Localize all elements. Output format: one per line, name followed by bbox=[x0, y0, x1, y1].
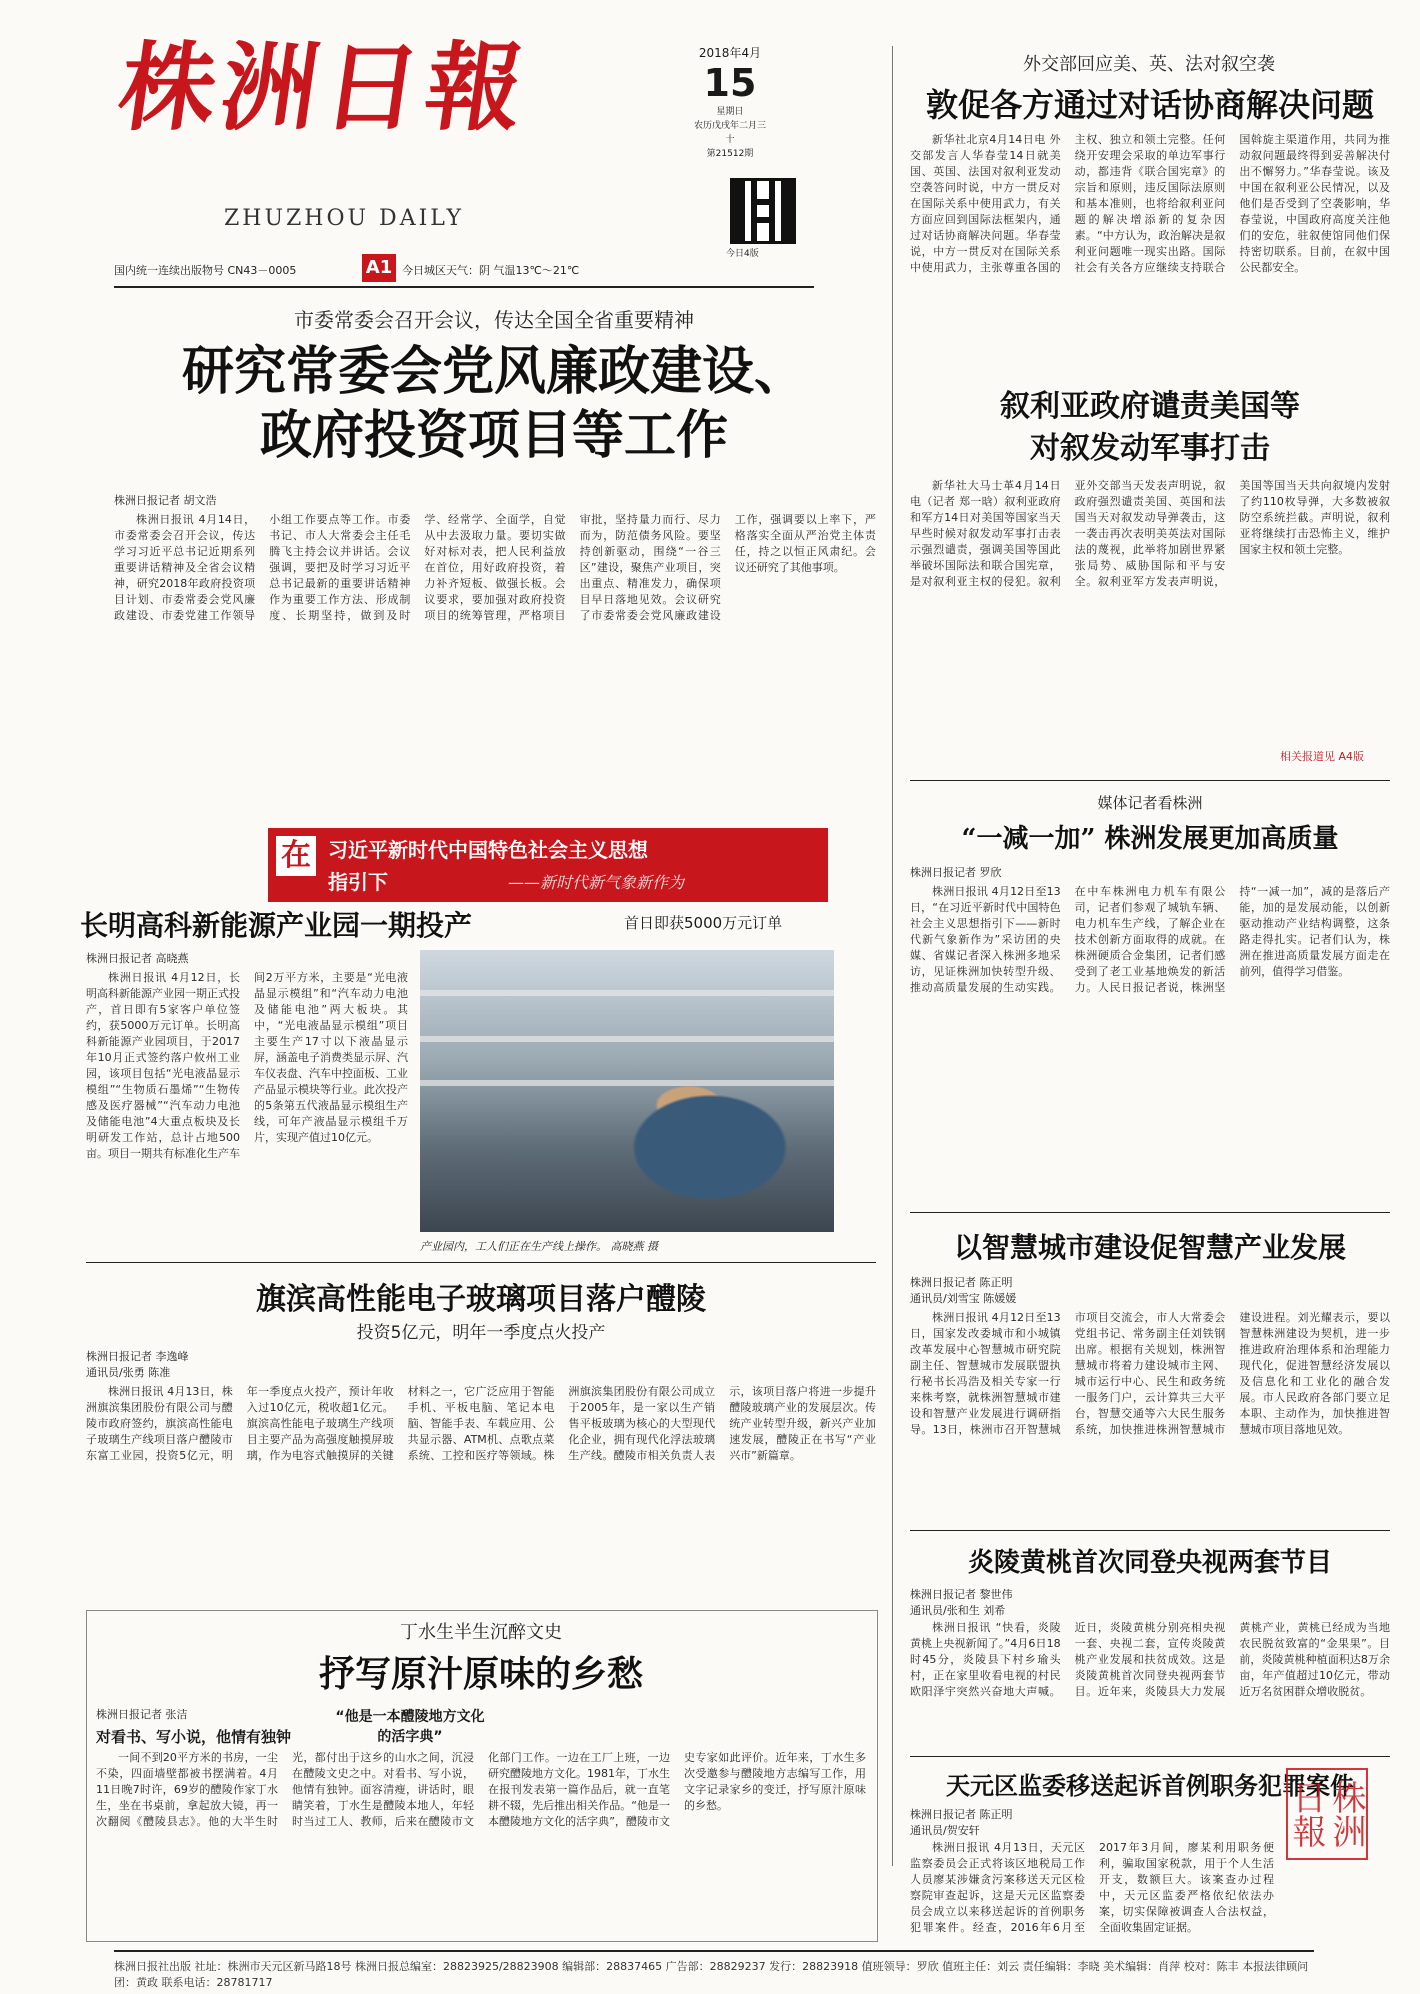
tianyuan-byline: 株洲日报记者 陈正明 bbox=[910, 1808, 1013, 1821]
lead-body bbox=[114, 512, 876, 814]
media-body-text: 株洲日报讯 4月12日至13日，“在习近平新时代中国特色社会主义思想指引下——新时代新气象新作为”采访团的央媒、省媒记者深入株洲多地采访，见证株洲加快转型升级、推动高质量发展的生动实践。在中车株洲电力机车有限公司，记者们参观了城轨车辆、电力机车生产线，了解企业在技术创新方面取得的成就。在株洲硬质合金集团，记者们感受到了老工业基地焕发的新活力。人民日报记者说，株洲坚持“一减一加”，减的是落后产能，加的是发展动能，以创新驱动推动产业结构调整，这条路走得扎实。记者们认为，株洲在推进高质量发展方面走在前列，值得学习借鉴。 bbox=[910, 885, 1390, 994]
date-lunar: 农历戊戌年二月三十 bbox=[693, 121, 766, 145]
tianyuan-headline: 天元区监委移送起诉首例职务犯罪案件 bbox=[946, 1771, 1354, 1800]
writer-kicker: 丁水生半生沉醉文史 bbox=[400, 1622, 562, 1643]
qr-caption: 今日4版 bbox=[726, 249, 759, 259]
lead-kicker: 市委常委会召开会议，传达全国全省重要精神 bbox=[294, 308, 694, 332]
writer-byline: 株洲日报记者 张洁 bbox=[96, 1708, 188, 1721]
weather-line: 今日城区天气：阴 气温13℃～21℃ bbox=[402, 264, 580, 277]
glass-byline2: 通讯员/张勇 陈准 bbox=[86, 1366, 171, 1379]
diplomacy-kicker: 外交部回应美、英、法对叙空袭 bbox=[1023, 54, 1275, 75]
changming-headline: 长明高科新能源产业园一期投产 bbox=[80, 909, 473, 942]
theme-banner bbox=[268, 828, 828, 902]
media-headline: “一减一加” 株洲发展更加高质量 bbox=[961, 824, 1339, 854]
date-weekday: 星期日 bbox=[716, 107, 744, 117]
syria-body bbox=[910, 478, 1390, 744]
lead-body-text: 株洲日报讯 4月14日，市委常委会召开会议，传达学习习近平总书记近期系列重要讲话精神及全省会议精神，研究2018年政府投资项目计划、市委常委会党风廉政建设、市委党建工作领导小组工作要点等工作。市委书记、市人大常委会主任毛腾飞主持会议并讲话。会议强调，要把及时学习习近平总书记最新的重要讲话精神作为重要工作方法、形成制度、长期坚持，做到及时学、经常学、全面学，自觉从中去汲取力量。要切实做好对标对表，把人民利益放在首位，用好政府投资，着力补齐短板、做强长板。会议要求，要加强对政府投资项目的统筹管理，严格项目审批，坚持量力而行、尽力而为，防范债务风险。要坚持创新驱动，围绕“一谷三区”建设，聚焦产业项目，突出重点、精准发力，确保项目早日落地见效。会议研究了市委常委会党风廉政建设工作，强调要以上率下，严格落实全面从严治党主体责任，持之以恒正风肃纪。会议还研究了其他事项。 bbox=[114, 513, 876, 622]
tianyuan-body bbox=[910, 1840, 1274, 1940]
glass-byline: 株洲日报记者 李逸峰 bbox=[86, 1350, 189, 1363]
banner-line2: 指引下 bbox=[328, 870, 388, 894]
date-issue: 第21512期 bbox=[706, 149, 754, 159]
photo-shelf bbox=[420, 1036, 834, 1042]
factory-photo bbox=[420, 950, 834, 1232]
photo-shelf bbox=[420, 990, 834, 996]
tianyuan-byline2: 通讯员/贺安轩 bbox=[910, 1824, 980, 1837]
lead-headline bbox=[114, 340, 874, 468]
peach-body bbox=[910, 1620, 1390, 1748]
lead-headline-line2: 政府投资项目等工作 bbox=[259, 405, 728, 466]
syria-headline bbox=[910, 386, 1390, 470]
diplomacy-body-text: 新华社北京4月14日电 外交部发言人华春莹14日就美国、英国、法国对叙利亚发动空袭答问时说，中方一贯反对在国际关系中使用武力，有关方面应回到国际法框架内，通过对话协商解决问题。华春莹说，中方一贯反对在国际关系中使用武力，主张尊重各国的主权、独立和领土完整。任何绕开安理会采取的单边军事行动，都违背《联合国宪章》的宗旨和原则，违反国际法原则和基本准则，也将给叙利亚问题的解决增添新的复杂因素。“中方认为，政治解决是叙利亚问题唯一现实出路。国际社会有关各方应继续支持联合国斡旋主渠道作用，共同为推动叙问题最终得到妥善解决付出不懈努力。”华春莹说。该及中国在叙利亚公民情况，以及他们是否受到了空袭影响，华春莹说，中国政府高度关注他们的安危，驻叙使馆同他们保持密切联系。目前，在叙中国公民都安全。 bbox=[910, 133, 1390, 274]
peach-byline2: 通讯员/张和生 刘希 bbox=[910, 1604, 1006, 1617]
peach-byline: 株洲日报记者 黎世伟 bbox=[910, 1588, 1013, 1601]
glass-headline: 旗滨高性能电子玻璃项目落户醴陵 bbox=[256, 1282, 706, 1317]
syria-related-link[interactable]: 相关报道见 A4版 bbox=[1280, 750, 1365, 763]
syria-headline-line1: 叙利亚政府谴责美国等 bbox=[1000, 389, 1300, 424]
glass-subhead: 投资5亿元，明年一季度点火投产 bbox=[356, 1323, 606, 1343]
lead-byline: 株洲日报记者 胡文浩 bbox=[114, 494, 217, 507]
smartcity-byline: 株洲日报记者 陈正明 bbox=[910, 1276, 1013, 1289]
banner-zai: 在 bbox=[276, 836, 316, 876]
syria-headline-line2: 对叙发动军事打击 bbox=[1030, 431, 1270, 466]
divider-tianyuan bbox=[910, 1756, 1390, 1757]
changming-body bbox=[86, 970, 408, 1242]
glass-body bbox=[86, 1384, 876, 1596]
writer-body bbox=[96, 1750, 866, 1932]
divider-peach bbox=[910, 1530, 1390, 1531]
masthead-english: ZHUZHOU DAILY bbox=[224, 206, 464, 231]
masthead-title: 株洲日報 bbox=[112, 31, 537, 144]
divider-smartcity bbox=[910, 1212, 1390, 1213]
date-year-month: 2018年4月 bbox=[698, 46, 762, 60]
photo-caption: 产业园内，工人们正在生产线上操作。 高晓燕 摄 bbox=[420, 1240, 658, 1253]
qr-code-icon[interactable] bbox=[730, 178, 796, 244]
divider-media bbox=[910, 780, 1390, 781]
page-label: A1 bbox=[362, 254, 396, 282]
writer-subhead2: “他是一本醴陵地方文化的活字典” bbox=[335, 1709, 485, 1745]
newspaper-seal-stamp: 株洲日報 bbox=[1286, 1768, 1368, 1860]
glass-body-text: 株洲日报讯 4月13日，株洲旗滨集团股份有限公司与醴陵市政府签约，旗滨高性能电子玻璃生产线项目落户醴陵市东富工业园，投资5亿元，明年一季度点火投产，预计年收入过10亿元，税收超1亿元。旗滨高性能电子玻璃生产线项目主要产品为高强度触摸屏玻璃，作为电容式触摸屏的关键材料之一，它广泛应用于智能手机、平板电脑、笔记本电脑、智能手表、车载应用、公共显示器、ATM机、点歌点菜系统、工控和医疗等领域。株洲旗滨集团股份有限公司成立于2005年，是一家以生产销售平板玻璃为核心的大型现代化企业，拥有现代化浮法玻璃生产线。醴陵市相关负责人表示，该项目落户将进一步提升醴陵玻璃产业的发展层次。传统产业转型升级，新兴产业加速发展，醴陵正在书写“产业兴市”新篇章。 bbox=[86, 1385, 876, 1462]
date-day: 15 bbox=[703, 61, 757, 105]
date-box bbox=[690, 44, 770, 161]
banner-slogan: ——新时代新气象新作为 bbox=[508, 873, 685, 892]
writer-subhead1: 对看书、写小说，他情有独钟 bbox=[96, 1728, 292, 1746]
diplomacy-headline: 敦促各方通过对话协商解决问题 bbox=[925, 86, 1374, 124]
changming-body-text: 株洲日报讯 4月12日，长明高科新能源产业园一期正式投产，首日即有5家客户单位签约，获5000万元订单。长明高科新能源产业园项目，于2017年10月正式签约落户攸州工业园，该项目包括“光电液晶显示模组”“生物质石墨烯”“生物传感及医疗器械”“汽车动力电池及储能电池”4大重点板块及长明研发工作站，总计占地500亩。项目一期共有标准化生产车间2万平方米，主要是“光电液晶显示模组”和“汽车动力电池及储能电池”两大板块。其中，“光电液晶显示模组”项目主要生产17寸以下液晶显示屏，涵盖电子消费类显示屏、汽车仪表盘、汽车中控面板、工业产品显示模块等行业。此次投产的5条第五代液晶显示模组生产线，可年产液晶显示模组千万片，实现产值过10亿元。 bbox=[86, 971, 408, 1160]
media-tag: 媒体记者看株洲 bbox=[1097, 794, 1203, 812]
media-byline: 株洲日报记者 罗欣 bbox=[910, 866, 1002, 879]
tianyuan-body-text: 株洲日报讯 4月13日，天元区监察委员会正式将该区地税局工作人员廖某涉嫌贪污案移送天元区检察院审查起诉，这是天元区监察委员会成立以来移送起诉的首例职务犯罪案件。经查，2016年6月至2017年3月间，廖某利用职务便利，骗取国家税款，用于个人生活开支，数额巨大。该案查办过程中，天元区监委严格依纪依法办案，切实保障被调查人合法权益，全面收集固定证据。 bbox=[910, 1841, 1274, 1934]
changming-byline: 株洲日报记者 高晓燕 bbox=[86, 952, 189, 965]
smartcity-body bbox=[910, 1310, 1390, 1520]
media-body bbox=[910, 884, 1390, 1202]
smartcity-body-text: 株洲日报讯 4月12日至13日，国家发改委城市和小城镇改革发展中心智慧城市研究院副主任、智慧城市发展联盟执行秘书长冯浩及相关专家一行来株考察，就株洲智慧城市建设和智慧产业发展进行调研指导。13日，株洲市召开智慧城市项目交流会，市人大常委会党组书记、常务副主任刘铁钢出席。根据有关规划，株洲智慧城市将着力建设城市主网、城市运行中心、民生和政务统一服务门户，云计算共三大平台，智慧交通等六大民生服务系统，加快推进株洲智慧城市建设进程。刘光耀表示，要以智慧株洲建设为契机，进一步推进政府治理体系和治理能力现代化，促进智慧经济发展以及信息化和工业化的融合发展。市人民政府各部门要立足本职、主动作为，加快推进智慧城市项目落地见效。 bbox=[910, 1311, 1390, 1436]
masthead-rule bbox=[114, 286, 814, 288]
column-divider bbox=[892, 46, 893, 1866]
diplomacy-body bbox=[910, 132, 1390, 372]
peach-headline: 炎陵黄桃首次同登央视两套节目 bbox=[967, 1548, 1332, 1578]
lead-headline-line1: 研究常委会党风廉政建设、 bbox=[181, 341, 806, 402]
writer-headline: 抒写原汁原味的乡愁 bbox=[318, 1653, 643, 1695]
registration-number: 国内统一连续出版物号 CN43－0005 bbox=[114, 264, 297, 277]
syria-body-text: 新华社大马士革4月14日电（记者 郑一晗）叙利亚政府和军方14日对美国等国家当天早些时候对叙发动军事打击表示强烈谴责，强调美国等国此举破坏国际法和联合国宪章，是对叙利亚主权的侵犯。叙利亚外交部当天发表声明说，叙政府强烈谴责美国、英国和法国当天对叙发动导弹袭击，这一袭击再次表明美英法对国际法的蔑视，此举将加剧世界紧张局势、威胁国际和平与安全。叙利亚军方发表声明说，美国等国当天共向叙境内发射了约110枚导弹，大多数被叙防空系统拦截。声明说，叙利亚将继续打击恐怖主义，维护国家主权和领土完整。 bbox=[910, 479, 1390, 588]
changming-subhead: 首日即获5000万元订单 bbox=[624, 914, 783, 932]
divider-glass bbox=[86, 1262, 876, 1263]
smartcity-byline2: 通讯员/刘雪宝 陈媛媛 bbox=[910, 1292, 1017, 1305]
writer-body-text: 一间不到20平方米的书房，一尘不染，四面墙壁都被书摆满着。4月11日晚7时许，69岁的醴陵作家丁水生，坐在书桌前，拿起放大镜，再一次翻阅《醴陵县志》。他的大半生时光，都付出于这乡的山水之间，沉浸在醴陵文史之中。对看书、写小说，他情有独钟。面容清瘦，讲话时，眼睛笑着，丁水生是醴陵本地人，年轻时当过工人、教师，后来在醴陵市文化部门工作。一边在工厂上班，一边研究醴陵地方文化。1981年，丁水生在报刊发表第一篇作品后，就一直笔耕不辍，先后推出相关作品。“他是一本醴陵地方文化的活字典”，醴陵市文史专家如此评价。近年来，丁水生多次受邀参与醴陵地方志编写工作，用文字记录家乡的变迁，抒写原汁原味的乡愁。 bbox=[96, 1751, 866, 1828]
banner-line1: 习近平新时代中国特色社会主义思想 bbox=[328, 838, 648, 862]
smartcity-headline: 以智慧城市建设促智慧产业发展 bbox=[953, 1231, 1346, 1264]
footer-line: 株洲日报社出版 社址：株洲市天元区新马路18号 株洲日报总编室：28823925/28823908 编辑部：28837465 广告部：28829237 发行：28823918 值班领导：罗欣 值班主任：刘云 责任编辑：李晓 美术编辑：肖萍 校对：陈丰 本报法律顾问团：黄政 联系电话：28781717 bbox=[114, 1950, 1314, 1990]
photo-shelf bbox=[420, 1080, 834, 1086]
peach-body-text: 株洲日报讯 “快看，炎陵黄桃上央视新闻了。”4月6日18时45分，炎陵县下村乡瑜头村，正在家里收看电视的村民欧阳泽宇突然兴奋地大声喊。近日，炎陵黄桃分别亮相央视一套、央视二套，宣传炎陵黄桃产业发展和扶贫成效。这是炎陵黄桃首次同登央视两套节目。近年来，炎陵县大力发展黄桃产业，黄桃已经成为当地农民脱贫致富的“金果果”。目前，炎陵黄桃种植面积达8万余亩，年产值超过10亿元，带动近万名贫困群众增收脱贫。 bbox=[910, 1621, 1390, 1698]
